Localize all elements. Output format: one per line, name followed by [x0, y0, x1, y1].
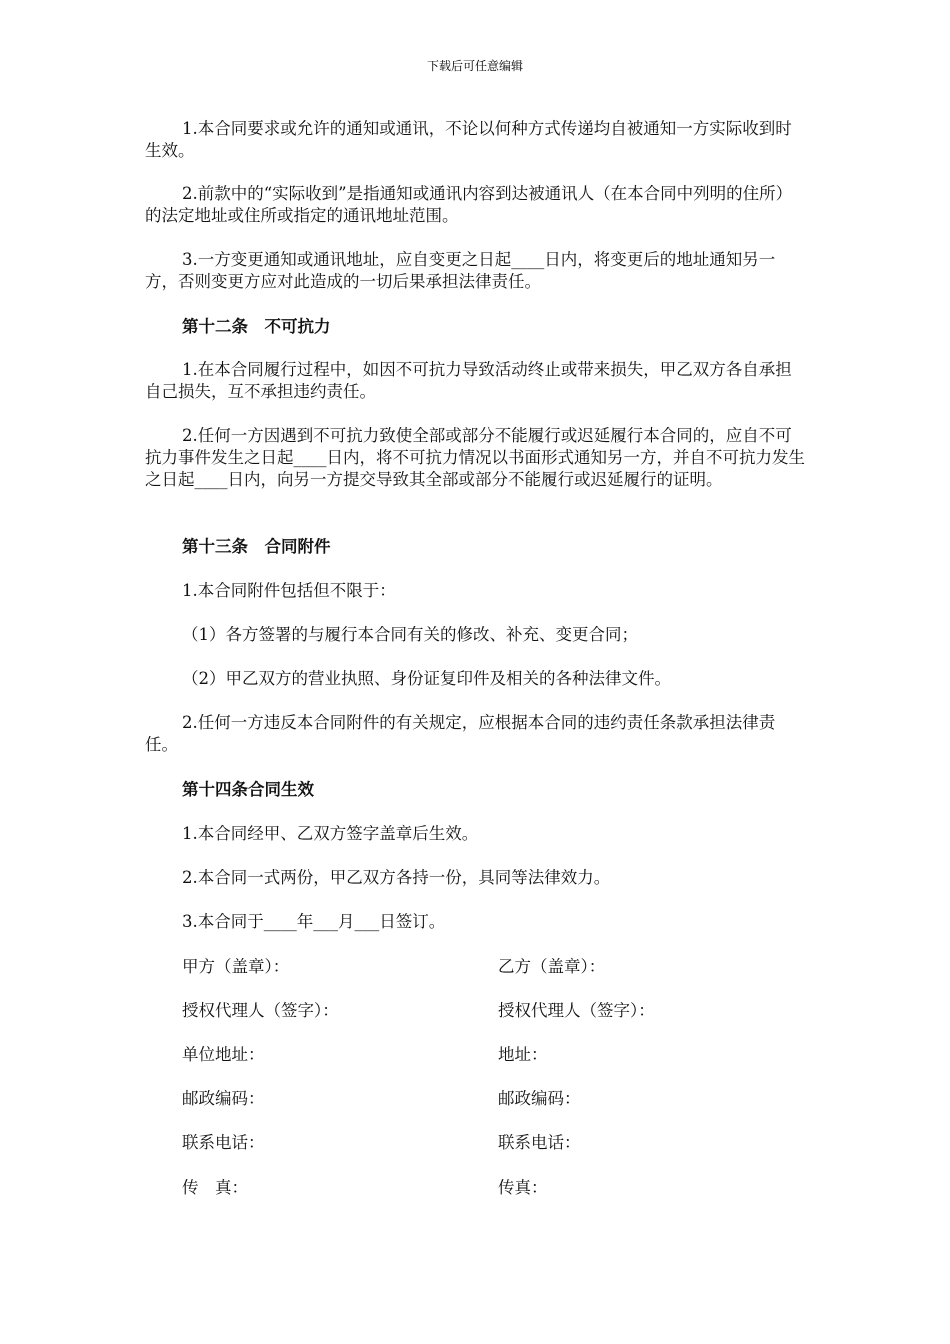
- party-a-seal-label: 甲方（盖章）：: [182, 957, 290, 976]
- article-13-item-1: （1）各方签署的与履行本合同有关的修改、补充、变更合同；: [182, 625, 638, 644]
- header-note: 下载后可任意编辑: [426, 59, 523, 73]
- party-a-agent-label: 授权代理人（签字）：: [182, 1001, 339, 1020]
- notice-clause-2: 2.前款中的“实际收到”是指通知或通讯内容到达被通讯人（在本合同中列明的住所）的法定地址或住所或指定的通讯地址范围。: [145, 184, 793, 225]
- article-12-title: 第十二条 不可抗力: [182, 317, 331, 336]
- article-14-clause-2: 2.本合同一式两份，甲乙双方各持一份，具同等法律效力。: [182, 868, 611, 887]
- article-12-clause-2: 2.任何一方因遇到不可抗力致使全部或部分不能履行或迟延履行本合同的，应自不可抗力事件发生之日起____日内，将不可抗力情况以书面形式通知另一方，并自不可抗力发生之日起____日内，向另一方提交导致其全部或部分不能履行或迟延履行的证明。: [145, 426, 805, 489]
- party-a-fax-label: 传 真：: [182, 1178, 248, 1197]
- article-14-clause-3: 3.本合同于____年___月___日签订。: [182, 912, 446, 931]
- article-13-title: 第十三条 合同附件: [182, 537, 331, 556]
- party-a-phone-label: 联系电话：: [182, 1133, 265, 1152]
- party-b-fax-label: 传真：: [498, 1178, 548, 1197]
- party-b-phone-label: 联系电话：: [498, 1133, 581, 1152]
- party-b-postcode-label: 邮政编码：: [498, 1089, 581, 1108]
- party-b-agent-label: 授权代理人（签字）：: [498, 1001, 655, 1020]
- article-14-title: 第十四条合同生效: [182, 780, 314, 799]
- article-12-clause-1: 1.在本合同履行过程中，如因不可抗力导致活动终止或带来损失，甲乙双方各自承担自己损失，互不承担违约责任。: [145, 360, 792, 401]
- party-b-seal-label: 乙方（盖章）：: [498, 957, 606, 976]
- article-13-item-2: （2）甲乙双方的营业执照、身份证复印件及相关的各种法律文件。: [182, 669, 671, 688]
- notice-clause-1: 1.本合同要求或允许的通知或通讯，不论以何种方式传递均自被通知一方实际收到时生效。: [145, 119, 792, 160]
- article-13-clause-1: 1.本合同附件包括但不限于：: [182, 581, 396, 600]
- party-a-address-label: 单位地址：: [182, 1045, 265, 1064]
- article-14-clause-1: 1.本合同经甲、乙双方签字盖章后生效。: [182, 824, 479, 843]
- article-13-clause-2: 2.任何一方违反本合同附件的有关规定，应根据本合同的违约责任条款承担法律责任。: [145, 713, 776, 754]
- party-b-address-label: 地址：: [498, 1045, 548, 1064]
- notice-clause-3: 3.一方变更通知或通讯地址，应自变更之日起____日内，将变更后的地址通知另一方，否则变更方应对此造成的一切后果承担法律责任。: [145, 250, 776, 291]
- party-a-postcode-label: 邮政编码：: [182, 1089, 265, 1108]
